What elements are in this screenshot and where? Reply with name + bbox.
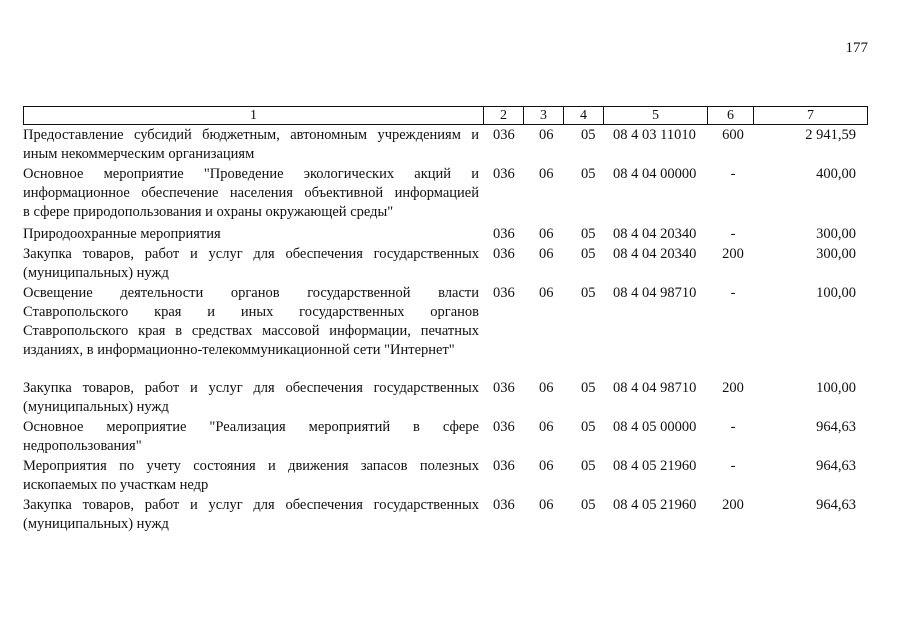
description-line: изданиях, в информационно-телекоммуникационной сети "Интернет" xyxy=(23,342,455,358)
cell-col-2: 036 xyxy=(493,226,515,242)
cell-col-6: 200 xyxy=(722,497,744,513)
cell-col-2: 036 xyxy=(493,458,515,474)
cell-col-3: 06 xyxy=(539,497,554,513)
cell-col-7: 100,00 xyxy=(816,380,856,396)
cell-col-6: - xyxy=(730,226,736,242)
cell-col-2: 036 xyxy=(493,246,515,262)
cell-col-3: 06 xyxy=(539,246,554,262)
row-description xyxy=(23,418,479,456)
row-description xyxy=(23,457,479,495)
cell-col-6: - xyxy=(730,166,736,182)
row-description xyxy=(23,496,479,534)
header-col-3: 3 xyxy=(524,107,564,125)
description-line: Предоставление субсидий бюджетным, автономным учреждениям и xyxy=(23,127,479,143)
cell-col-5: 08 4 04 98710 xyxy=(613,285,697,301)
cell-col-5: 08 4 05 21960 xyxy=(613,458,697,474)
cell-col-4: 05 xyxy=(581,419,596,435)
description-line: иным некоммерческим организациям xyxy=(23,146,255,162)
description-line: Основное мероприятие "Реализация мероприятий в сфере xyxy=(23,419,479,435)
description-line: ископаемых по участкам недр xyxy=(23,477,209,493)
description-line: Мероприятия по учету состояния и движения запасов полезных xyxy=(23,458,479,474)
cell-col-6: - xyxy=(730,458,736,474)
cell-col-4: 05 xyxy=(581,458,596,474)
cell-col-5: 08 4 05 00000 xyxy=(613,419,697,435)
cell-col-5: 08 4 04 00000 xyxy=(613,166,697,182)
cell-col-5: 08 4 04 20340 xyxy=(613,226,697,242)
cell-col-4: 05 xyxy=(581,246,596,262)
cell-col-2: 036 xyxy=(493,127,515,143)
cell-col-6: 200 xyxy=(722,380,744,396)
cell-col-3: 06 xyxy=(539,419,554,435)
description-line: Освещение деятельности органов государственной власти xyxy=(23,285,479,301)
description-line: Ставропольского края в средствах массовой информации, печатных xyxy=(23,323,479,339)
cell-col-4: 05 xyxy=(581,285,596,301)
cell-col-6: - xyxy=(730,285,736,301)
cell-col-7: 964,63 xyxy=(816,497,856,513)
header-col-4: 4 xyxy=(564,107,604,125)
header-col-6: 6 xyxy=(708,107,754,125)
cell-col-5: 08 4 03 11010 xyxy=(613,127,696,143)
cell-col-3: 06 xyxy=(539,166,554,182)
cell-col-2: 036 xyxy=(493,380,515,396)
cell-col-2: 036 xyxy=(493,285,515,301)
cell-col-4: 05 xyxy=(581,226,596,242)
cell-col-7: 400,00 xyxy=(816,166,856,182)
description-line: в сфере природопользования и охраны окружающей среды" xyxy=(23,204,394,220)
header-col-7: 7 xyxy=(754,107,868,125)
row-description xyxy=(23,245,479,283)
description-line: Ставропольского края и иных государственных органов xyxy=(23,304,479,320)
description-line: (муниципальных) нужд xyxy=(23,265,169,281)
description-line: Закупка товаров, работ и услуг для обеспечения государственных xyxy=(23,380,479,396)
cell-col-3: 06 xyxy=(539,127,554,143)
cell-col-7: 964,63 xyxy=(816,419,856,435)
page-number: 177 xyxy=(845,40,868,56)
header-col-1: 1 xyxy=(24,107,484,125)
row-description xyxy=(23,126,479,164)
header-col-5: 5 xyxy=(604,107,708,125)
cell-col-6: 600 xyxy=(722,127,744,143)
row-description xyxy=(23,165,479,222)
cell-col-4: 05 xyxy=(581,380,596,396)
cell-col-5: 08 4 04 20340 xyxy=(613,246,697,262)
cell-col-6: - xyxy=(730,419,736,435)
cell-col-3: 06 xyxy=(539,458,554,474)
row-description xyxy=(23,284,479,360)
description-line: (муниципальных) нужд xyxy=(23,516,169,532)
table-header xyxy=(23,106,868,125)
header-col-2: 2 xyxy=(484,107,524,125)
description-line: Природоохранные мероприятия xyxy=(23,226,221,242)
cell-col-2: 036 xyxy=(493,497,515,513)
cell-col-4: 05 xyxy=(581,497,596,513)
cell-col-7: 300,00 xyxy=(816,246,856,262)
description-line: Закупка товаров, работ и услуг для обеспечения государственных xyxy=(23,246,479,262)
cell-col-7: 964,63 xyxy=(816,458,856,474)
cell-col-2: 036 xyxy=(493,166,515,182)
cell-col-5: 08 4 04 98710 xyxy=(613,380,697,396)
description-line: информационное обеспечение населения объективной информацией xyxy=(23,185,479,201)
cell-col-3: 06 xyxy=(539,285,554,301)
cell-col-7: 2 941,59 xyxy=(805,127,856,143)
row-description xyxy=(23,379,479,417)
cell-col-5: 08 4 05 21960 xyxy=(613,497,697,513)
cell-col-3: 06 xyxy=(539,380,554,396)
cell-col-6: 200 xyxy=(722,246,744,262)
description-line: недропользования" xyxy=(23,438,142,454)
cell-col-4: 05 xyxy=(581,127,596,143)
description-line: (муниципальных) нужд xyxy=(23,399,169,415)
description-line: Основное мероприятие "Проведение экологических акций и xyxy=(23,166,479,182)
cell-col-3: 06 xyxy=(539,226,554,242)
cell-col-7: 100,00 xyxy=(816,285,856,301)
cell-col-2: 036 xyxy=(493,419,515,435)
row-description xyxy=(23,225,479,244)
cell-col-7: 300,00 xyxy=(816,226,856,242)
description-line: Закупка товаров, работ и услуг для обеспечения государственных xyxy=(23,497,479,513)
cell-col-4: 05 xyxy=(581,166,596,182)
